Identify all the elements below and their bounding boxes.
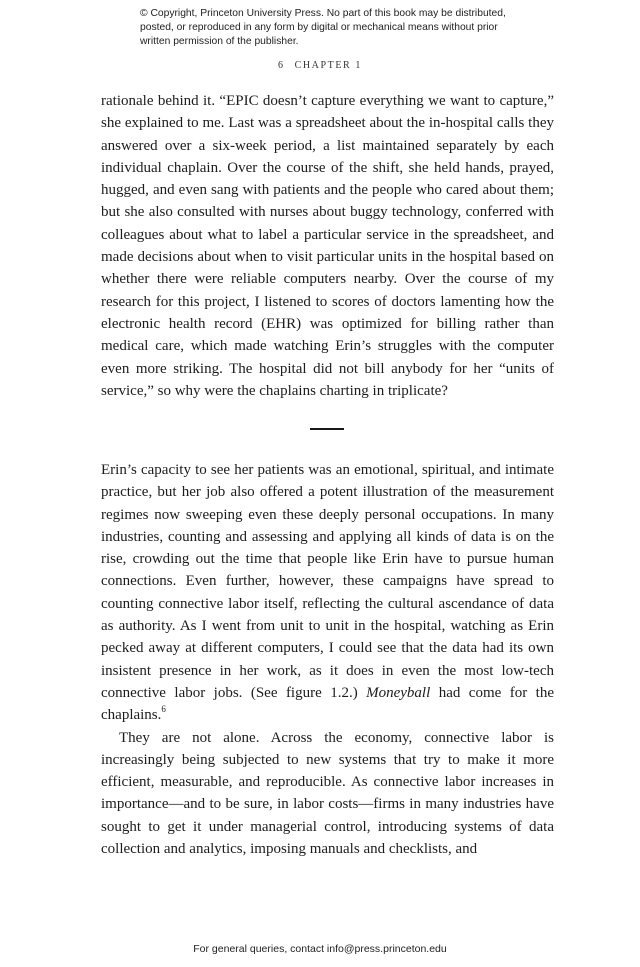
paragraph-text: Erin’s capacity to see her patients was an emotional, spiritual, and intimate practice, but her job also offered a potent illustration of the measurement regimes now sweeping even these deeply personal occupations. In many industries, counting and assessing and applying all kinds of data is on the rise, crowding out the time that people like Erin have to pursue human connections. Even further, however, these campaigns have spread to counting connective labor itself, reflecting the cultural ascendance of data as authority. As I went from unit to unit in the hospital, watching as Erin pecked away at different computers, I could see that the data had its own insistent presence in her work, as it does in even the most low-tech connective labor jobs. (See figure 1.2.) xyxy=(101,462,554,701)
running-head xyxy=(0,60,640,71)
chapter-label: CHAPTER 1 xyxy=(294,60,363,71)
footer-contact: For general queries, contact info@press.princeton.edu xyxy=(193,943,447,955)
paragraph-text-end: had come for the chaplains. xyxy=(101,684,554,724)
paragraph: They are not alone. Across the economy, connective labor is increasingly being subjected to new systems that try to make it more efficient, measurable, and reproducible. As connective labor increases in importance—and to be sure, in labor costs—firms in many industries have sought to get it under managerial control, introducing systems of data collection and analytics, imposing manuals and checklists, and xyxy=(101,729,554,858)
paragraph: rationale behind it. “EPIC doesn’t capture everything we want to capture,” she explained to me. Last was a spreadsheet about the in-hospital calls they answered over a six-week period, a list maintained separately by each individual chaplain. Over the course of the shift, she held hands, prayed, hugged, and even sang with patients and the people who cared about them; but she also consulted with nurses about buggy technology, conferred with colleagues about what to label a particular service in the spreadsheet, and made decisions about when to visit particular units in the hospital based on whether there were reliable computers nearby. Over the course of my research for this project, I listened to scores of doctors lamenting how the electronic health record (EHR) was optimized for billing rather than medical care, which made watching Erin’s struggles with the computer even more striking. The hospital did not bill anybody for her “units of service,” so why were the chaplains charting in triplicate? xyxy=(101,93,554,399)
page-number: 6 xyxy=(277,60,285,71)
footnote-marker[interactable]: 6 xyxy=(161,704,166,715)
text-block-2 xyxy=(101,459,554,860)
text-block-1 xyxy=(101,90,554,402)
paragraph xyxy=(101,459,554,727)
book-title: Moneyball xyxy=(366,684,431,701)
copyright-notice: © Copyright, Princeton University Press. No part of this book may be distributed, posted, or reproduced in any form by digital or mechanical means without prior written permission of the publisher. xyxy=(140,8,506,48)
section-break-rule xyxy=(310,428,344,430)
